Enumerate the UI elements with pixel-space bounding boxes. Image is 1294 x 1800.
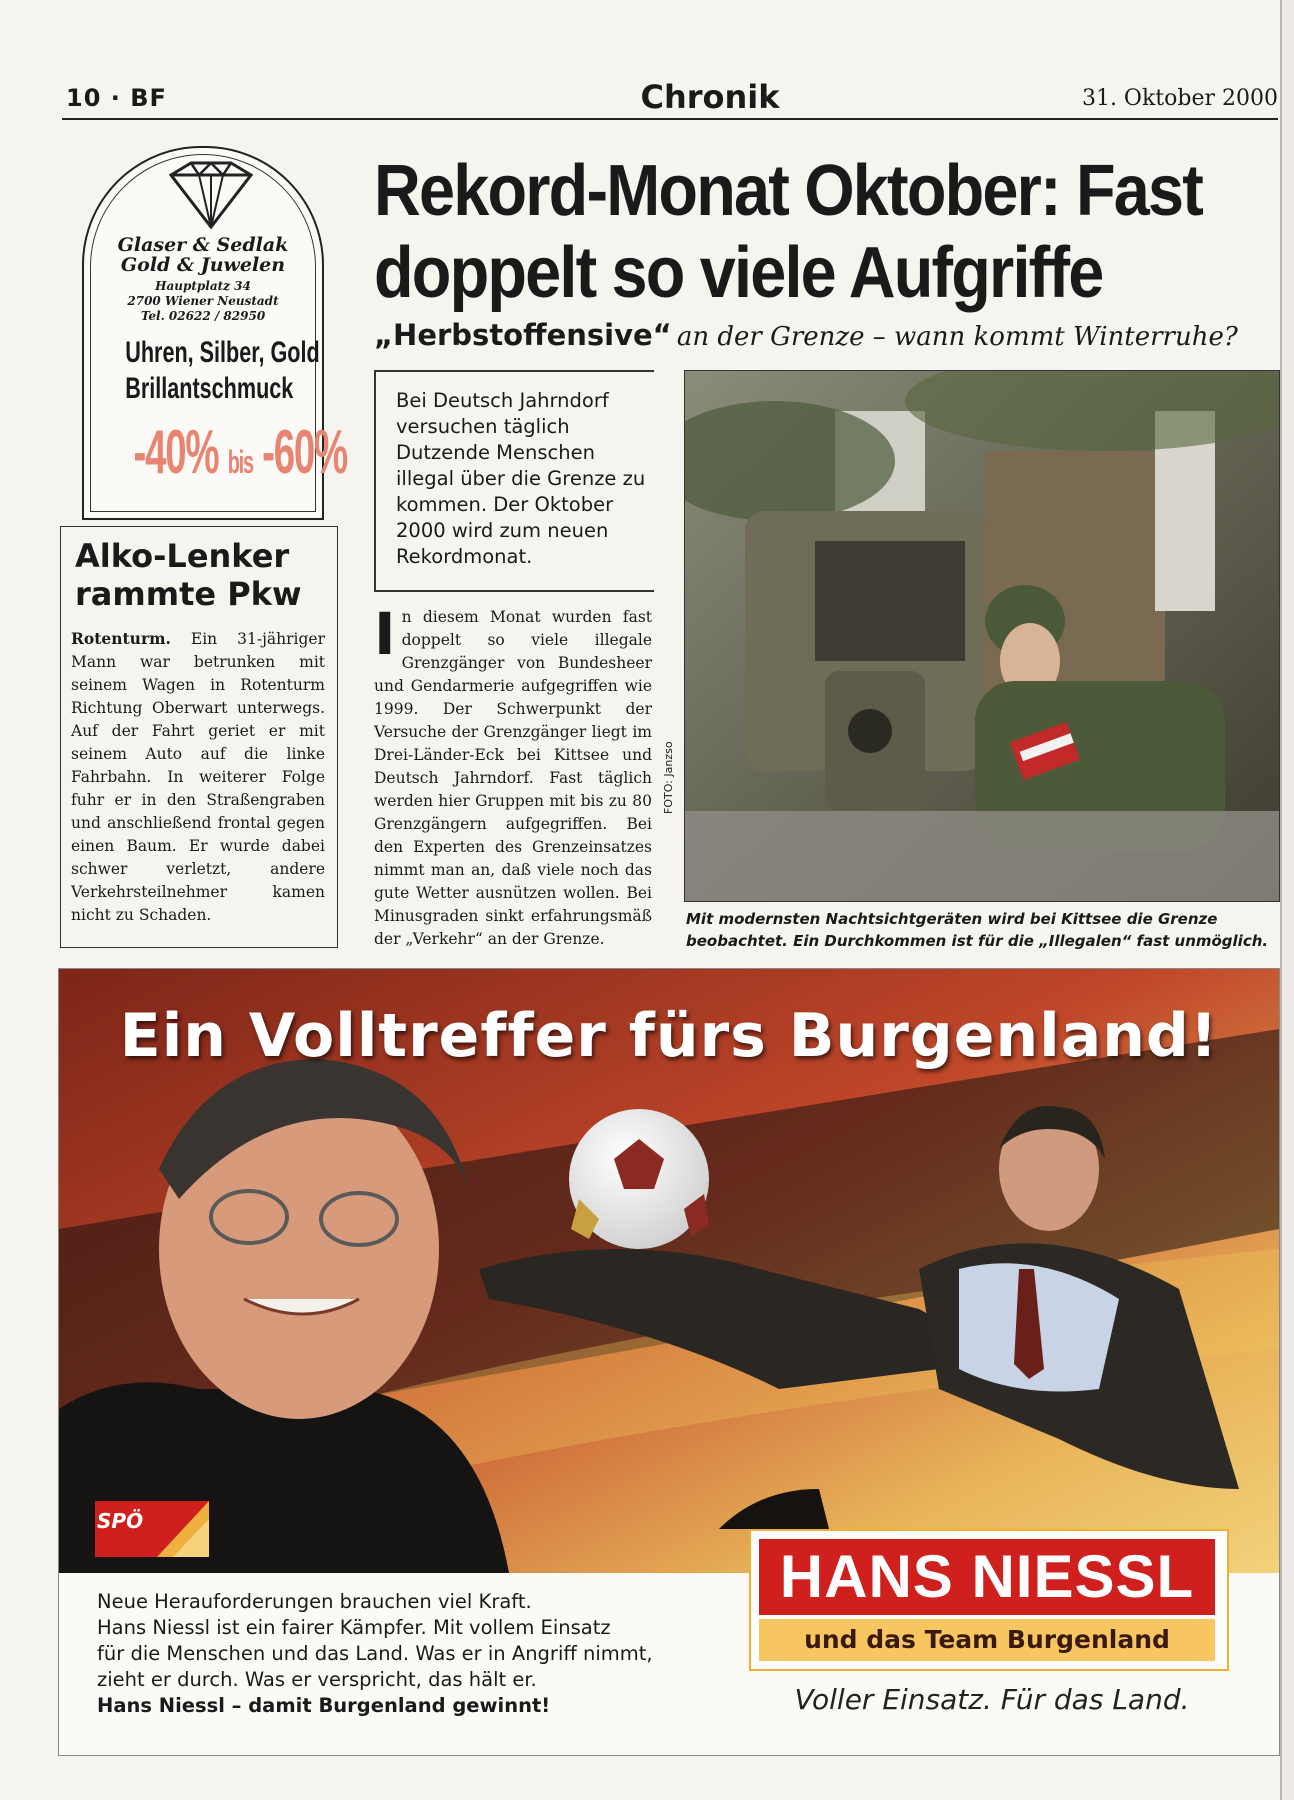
campaign-slogan: Voller Einsatz. Für das Land.	[794, 1683, 1190, 1716]
article-body-text: n diesem Monat wurden fast doppelt so viele illegale Grenzgänger von Bundesheer und Gendarmerie aufgegriffen wie 1999. Der Schwerpunkt der Versuche der Grenzgänger liegt im Drei-Länder-Eck bei Kittsee und Deutsch Jahrndorf. Fast täglich werden hier Gruppen mit bis zu 80 Grenzgängern aufgegriffen. Bei den Experten des Grenzeinsatzes nimmt man an, daß viele noch das gute Wetter ausnützen wollen. Bei Minusgraden sinkt erfahrungsmäß der „Verkehr“ an der Grenze.	[374, 608, 652, 948]
jeweler-discount	[133, 417, 347, 488]
jeweler-ad-frame	[90, 154, 347, 512]
spoe-ad-body	[97, 1589, 757, 1719]
alko-place: Rotenturm.	[71, 629, 171, 648]
subhead-rest: an der Grenze – wann kommt Winterruhe?	[676, 322, 1238, 352]
spoe-ad-title: Ein Volltreffer fürs Burgenland!	[119, 1001, 1219, 1071]
alko-article	[60, 526, 338, 948]
drop-cap: I	[374, 600, 396, 668]
issue-date: 31. Oktober 2000	[1081, 86, 1278, 111]
jeweler-address	[91, 279, 315, 324]
intro-rule-top	[374, 370, 654, 372]
alko-text: Ein 31-jähriger Mann war betrunken mit seinem Wagen in Rotenturm Richtung Oberwart unterwegs. Auf der Fahrt geriet er mit seinem Auto auf die linke Fahrbahn. In weiterer Folge fuhr er in den Straßengraben und anschließend frontal gegen einen Baum. Er wurde dabei schwer verletzt, andere Verkehrsteilnehmer kamen nicht zu Schaden.	[71, 630, 325, 924]
spoe-body-line: für die Menschen und das Land. Was er in Angriff nimmt,	[97, 1642, 653, 1665]
spoe-body-line: Neue Herauforderungen brauchen viel Kraft.	[97, 1590, 532, 1613]
spoe-ad	[58, 968, 1280, 1756]
spoe-body-strong: Hans Niessl – damit Burgenland gewinnt!	[97, 1694, 551, 1717]
spoe-logo-text: SPÖ	[97, 1509, 144, 1533]
page-number: 10 · BF	[66, 84, 167, 112]
discount-to: -60%	[262, 418, 347, 487]
candidate-name-box	[749, 1529, 1229, 1671]
page-edge	[1280, 0, 1294, 1800]
jeweler-name	[91, 235, 315, 275]
main-headline	[374, 150, 1203, 314]
alko-body	[71, 627, 325, 927]
intro-rule-bottom	[374, 590, 654, 592]
section-title: Chronik	[640, 78, 780, 116]
jeweler-city: 2700 Wiener Neustadt	[127, 294, 279, 308]
jeweler-products-line2: Brillantschmuck	[125, 372, 294, 405]
candidate-team: und das Team Burgenland	[759, 1619, 1215, 1661]
subhead-quote: „Herbstoffensive“	[374, 318, 672, 352]
alko-headline: Alko-Lenker rammte Pkw	[75, 537, 302, 613]
soldier-night-vision-image	[685, 371, 1279, 901]
jeweler-products-line1: Uhren, Silber, Gold	[125, 336, 320, 369]
spoe-body-line: Hans Niessl ist ein fairer Kämpfer. Mit vollem Einsatz	[97, 1616, 611, 1639]
photo-caption: Mit modernsten Nachtsichtgeräten wird bei Kittsee die Grenze beobachtet. Ein Durchkommen ist für die „Illegalen“ fast unmöglich.	[686, 910, 1269, 950]
jeweler-products	[125, 335, 320, 407]
article-intro: Bei Deutsch Jahrndorf versuchen täglich Dutzende Menschen illegal über die Grenze zu kommen. Der Oktober 2000 wird zum neuen Rekordmonat.	[396, 389, 646, 568]
discount-bis: bis	[227, 444, 253, 480]
spoe-body-line: zieht er durch. Was er verspricht, das hält er.	[97, 1668, 537, 1691]
photo-credit: FOTO: Janzso	[662, 741, 675, 814]
jeweler-phone: Tel. 02622 / 82950	[140, 309, 266, 323]
diamond-icon	[161, 161, 261, 229]
jeweler-ad	[82, 146, 347, 520]
jeweler-name-line1: Glaser & Sedlak	[117, 234, 289, 256]
intro-rule-left	[374, 370, 376, 590]
header-rule	[62, 118, 1278, 120]
headline-line1: Rekord-Monat Oktober: Fast	[374, 151, 1203, 231]
border-photo	[684, 370, 1280, 902]
candidate-name: HANS NIESSL	[759, 1539, 1215, 1615]
jeweler-name-line2: Gold & Juwelen	[120, 254, 286, 276]
jeweler-street: Hauptplatz 34	[155, 279, 251, 293]
article-body	[374, 600, 652, 951]
subheadline	[374, 318, 1284, 352]
discount-from: -40%	[133, 418, 219, 487]
headline-line2: doppelt so viele Aufgriffe	[374, 233, 1103, 313]
